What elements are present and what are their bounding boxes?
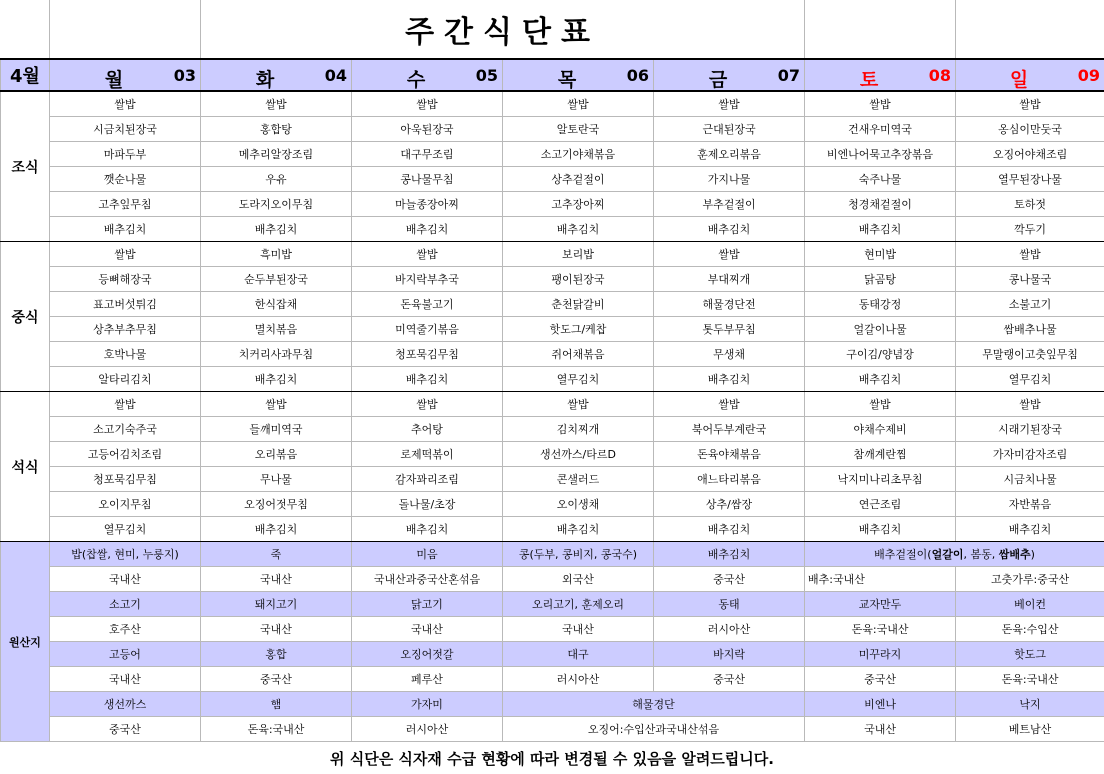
menu-item: 콩나물무침 — [352, 167, 503, 192]
menu-item: 쌀밥 — [654, 392, 805, 417]
menu-item: 쌀밥 — [654, 242, 805, 267]
menu-item: 배추김치 — [352, 367, 503, 392]
menu-item: 숙주나물 — [805, 167, 956, 192]
menu-item: 생선까스/타르D — [503, 442, 654, 467]
menu-item: 닭곰탕 — [805, 267, 956, 292]
menu-item: 훈제오리볶음 — [654, 142, 805, 167]
menu-item: 쌀밥 — [654, 91, 805, 117]
origin-country: 돈육:국내산 — [956, 667, 1104, 692]
origin-item: 오징어젓갈 — [352, 642, 503, 667]
menu-item: 옹심이만둣국 — [956, 117, 1104, 142]
menu-item: 쌀밥 — [956, 242, 1104, 267]
menu-item: 보리밥 — [503, 242, 654, 267]
menu-item: 쌀밥 — [956, 392, 1104, 417]
origin-item: 낙지 — [956, 692, 1104, 717]
menu-item: 쌀밥 — [352, 242, 503, 267]
menu-item: 무생채 — [654, 342, 805, 367]
menu-item: 콘샐러드 — [503, 467, 654, 492]
day-date: 06 — [626, 66, 649, 85]
origin-item: 비엔나 — [805, 692, 956, 717]
day-date: 05 — [475, 66, 498, 85]
day-name: 수 — [406, 69, 426, 91]
menu-item: 메추리알장조림 — [201, 142, 352, 167]
menu-item: 쌀밥 — [956, 91, 1104, 117]
origin-item: 배추김치 — [654, 542, 805, 567]
menu-item: 근대된장국 — [654, 117, 805, 142]
menu-item: 감자꽈리조림 — [352, 467, 503, 492]
origin-country: 러시아산 — [352, 717, 503, 742]
menu-item: 쌀밥 — [201, 392, 352, 417]
menu-item: 쌀밥 — [805, 91, 956, 117]
menu-item: 로제떡볶이 — [352, 442, 503, 467]
origin-item: 교자만두 — [805, 592, 956, 617]
day-header — [503, 59, 654, 91]
origin-item: 닭고기 — [352, 592, 503, 617]
menu-item: 배추김치 — [50, 217, 201, 242]
menu-item: 바지락부추국 — [352, 267, 503, 292]
menu-item: 열무김치 — [50, 517, 201, 542]
menu-item: 표고버섯튀김 — [50, 292, 201, 317]
menu-item: 춘천닭갈비 — [503, 292, 654, 317]
origin-item: 대구 — [503, 642, 654, 667]
day-name: 금 — [708, 69, 728, 91]
origin-item: 돼지고기 — [201, 592, 352, 617]
menu-item: 호박나물 — [50, 342, 201, 367]
origin-item: 콩(두부, 콩비지, 콩국수) — [503, 542, 654, 567]
day-date: 08 — [928, 66, 952, 85]
menu-item: 가지나물 — [654, 167, 805, 192]
menu-item: 열무된장나물 — [956, 167, 1104, 192]
origin-country: 돈육:수입산 — [956, 617, 1104, 642]
origin-country: 국내산 — [352, 617, 503, 642]
menu-item: 오리볶음 — [201, 442, 352, 467]
day-date: 07 — [777, 66, 801, 85]
origin-item: 소고기 — [50, 592, 201, 617]
menu-item: 쌀밥 — [805, 392, 956, 417]
meal-label: 조식 — [1, 91, 50, 242]
origin-item: 햄 — [201, 692, 352, 717]
menu-item: 부대찌개 — [654, 267, 805, 292]
origin-country: 국내산 — [201, 567, 352, 592]
menu-item: 알토란국 — [503, 117, 654, 142]
origin-item: 고등어 — [50, 642, 201, 667]
origin-country: 중국산 — [805, 667, 956, 692]
menu-item: 배추김치 — [503, 517, 654, 542]
menu-item: 배추김치 — [503, 217, 654, 242]
origin-item-part: , 봄동, — [963, 548, 999, 561]
menu-item: 시래기된장국 — [956, 417, 1104, 442]
origin-item: 오리고기, 훈제오리 — [503, 592, 654, 617]
menu-item: 청경채겉절이 — [805, 192, 956, 217]
menu-item: 배추김치 — [805, 367, 956, 392]
menu-item: 애느타리볶음 — [654, 467, 805, 492]
menu-item: 부추겉절이 — [654, 192, 805, 217]
menu-item: 쌀밥 — [201, 91, 352, 117]
menu-item: 고등어김치조림 — [50, 442, 201, 467]
origin-country: 국내산 — [50, 667, 201, 692]
day-name: 토 — [859, 69, 879, 91]
menu-item: 소고기숙주국 — [50, 417, 201, 442]
meal-label: 중식 — [1, 242, 50, 392]
day-date: 04 — [324, 66, 347, 85]
origin-item: 동태 — [654, 592, 805, 617]
origin-country: 국내산 — [50, 567, 201, 592]
menu-item: 쌀밥 — [352, 392, 503, 417]
menu-item: 오징어야채조림 — [956, 142, 1104, 167]
menu-item: 배추김치 — [352, 217, 503, 242]
origin-item-part: 배추겉절이( — [874, 548, 932, 561]
menu-item: 홍합탕 — [201, 117, 352, 142]
menu-item: 쌀밥 — [503, 392, 654, 417]
menu-item: 쌀밥 — [50, 392, 201, 417]
day-header — [956, 59, 1104, 91]
menu-item: 배추김치 — [805, 517, 956, 542]
menu-item: 알타리김치 — [50, 367, 201, 392]
menu-item: 쌀밥 — [50, 242, 201, 267]
menu-item: 배추김치 — [654, 367, 805, 392]
day-name: 월 — [104, 69, 124, 91]
day-header — [50, 59, 201, 91]
origin-item — [805, 542, 1104, 567]
origin-item-part: ) — [1030, 548, 1035, 561]
origin-item: 해물경단 — [503, 692, 805, 717]
menu-item: 북어두부계란국 — [654, 417, 805, 442]
origin-country: 배추:국내산 — [805, 567, 956, 592]
menu-item: 배추김치 — [201, 217, 352, 242]
menu-item: 상추부추무침 — [50, 317, 201, 342]
menu-item: 배추김치 — [201, 367, 352, 392]
origin-item: 미꾸라지 — [805, 642, 956, 667]
menu-item: 콩나물국 — [956, 267, 1104, 292]
origin-country: 페루산 — [352, 667, 503, 692]
menu-item: 무말랭이고춧잎무침 — [956, 342, 1104, 367]
origin-country: 고춧가루:중국산 — [956, 567, 1104, 592]
menu-item: 흑미밥 — [201, 242, 352, 267]
menu-item: 가자미감자조림 — [956, 442, 1104, 467]
menu-item: 쌀밥 — [50, 91, 201, 117]
menu-item: 순두부된장국 — [201, 267, 352, 292]
menu-item: 들깨미역국 — [201, 417, 352, 442]
origin-country: 오징어:수입산과국내산섞음 — [503, 717, 805, 742]
origin-item: 죽 — [201, 542, 352, 567]
menu-item: 톳두부무침 — [654, 317, 805, 342]
menu-item: 자반볶음 — [956, 492, 1104, 517]
origin-country: 중국산 — [654, 567, 805, 592]
origin-country: 호주산 — [50, 617, 201, 642]
menu-item: 낙지미나리초무침 — [805, 467, 956, 492]
day-header — [352, 59, 503, 91]
menu-item: 오징어젓무침 — [201, 492, 352, 517]
menu-item: 핫도그/케찹 — [503, 317, 654, 342]
origin-item: 생선까스 — [50, 692, 201, 717]
menu-item: 연근조림 — [805, 492, 956, 517]
menu-item: 청포묵김무침 — [50, 467, 201, 492]
origin-item: 가자미 — [352, 692, 503, 717]
menu-item: 현미밥 — [805, 242, 956, 267]
menu-item: 열무김치 — [956, 367, 1104, 392]
menu-item: 무나물 — [201, 467, 352, 492]
origin-item-part: 쌈배추 — [998, 548, 1031, 561]
menu-item: 상추겉절이 — [503, 167, 654, 192]
menu-item: 건새우미역국 — [805, 117, 956, 142]
menu-item: 멸치볶음 — [201, 317, 352, 342]
menu-item: 깻순나물 — [50, 167, 201, 192]
menu-item: 쌀밥 — [503, 91, 654, 117]
menu-item: 소고기야채볶음 — [503, 142, 654, 167]
menu-item: 배추김치 — [654, 517, 805, 542]
menu-item: 토하젓 — [956, 192, 1104, 217]
day-date: 03 — [173, 66, 196, 85]
menu-item: 시금치된장국 — [50, 117, 201, 142]
menu-item: 배추김치 — [352, 517, 503, 542]
menu-item: 미역줄기볶음 — [352, 317, 503, 342]
menu-item: 배추김치 — [654, 217, 805, 242]
origin-country: 러시아산 — [503, 667, 654, 692]
day-header — [805, 59, 956, 91]
notice-text: 위 식단은 식자재 수급 현황에 따라 변경될 수 있음을 알려드립니다. — [330, 750, 774, 768]
origin-country: 러시아산 — [654, 617, 805, 642]
menu-item: 열무김치 — [503, 367, 654, 392]
origin-country: 외국산 — [503, 567, 654, 592]
menu-item: 한식잡채 — [201, 292, 352, 317]
menu-item: 마늘종장아찌 — [352, 192, 503, 217]
menu-item: 오이지무침 — [50, 492, 201, 517]
menu-item: 깍두기 — [956, 217, 1104, 242]
menu-item: 아욱된장국 — [352, 117, 503, 142]
origin-label: 원산지 — [1, 542, 50, 742]
menu-item: 소불고기 — [956, 292, 1104, 317]
menu-item: 참깨계란찜 — [805, 442, 956, 467]
month-label: 4월 — [1, 59, 50, 91]
menu-item: 배추김치 — [956, 517, 1104, 542]
origin-item: 밥(찹쌀, 현미, 누룽지) — [50, 542, 201, 567]
menu-item: 고추장아찌 — [503, 192, 654, 217]
origin-country: 돈육:국내산 — [201, 717, 352, 742]
day-date: 09 — [1077, 66, 1101, 85]
origin-item-part: 얼갈이 — [931, 548, 964, 561]
menu-item: 구이김/양념장 — [805, 342, 956, 367]
menu-item: 돈육불고기 — [352, 292, 503, 317]
origin-item: 핫도그 — [956, 642, 1104, 667]
page-title: 주간식단표 — [201, 0, 805, 59]
menu-item: 등뼈해장국 — [50, 267, 201, 292]
origin-country: 국내산 — [503, 617, 654, 642]
menu-item: 고추잎무침 — [50, 192, 201, 217]
menu-item: 얼갈이나물 — [805, 317, 956, 342]
menu-item: 해물경단전 — [654, 292, 805, 317]
menu-item: 쌈배추나물 — [956, 317, 1104, 342]
menu-item: 시금치나물 — [956, 467, 1104, 492]
menu-item: 돈육야채볶음 — [654, 442, 805, 467]
menu-item: 쥐어채볶음 — [503, 342, 654, 367]
menu-item: 돌나물/초장 — [352, 492, 503, 517]
origin-country: 베트남산 — [956, 717, 1104, 742]
menu-item: 마파두부 — [50, 142, 201, 167]
day-name: 화 — [255, 69, 275, 91]
origin-country: 중국산 — [654, 667, 805, 692]
menu-item: 청포묵김무침 — [352, 342, 503, 367]
menu-item: 우유 — [201, 167, 352, 192]
origin-country: 국내산과중국산혼섞음 — [352, 567, 503, 592]
origin-country: 돈육:국내산 — [805, 617, 956, 642]
menu-item: 쌀밥 — [352, 91, 503, 117]
origin-country: 국내산 — [201, 617, 352, 642]
menu-item: 도라지오이무침 — [201, 192, 352, 217]
origin-item: 바지락 — [654, 642, 805, 667]
menu-item: 대구무조림 — [352, 142, 503, 167]
origin-item: 베이컨 — [956, 592, 1104, 617]
menu-item: 오이생채 — [503, 492, 654, 517]
menu-item: 상추/쌈장 — [654, 492, 805, 517]
day-header — [201, 59, 352, 91]
origin-country: 중국산 — [201, 667, 352, 692]
menu-item: 비엔나어묵고추장볶음 — [805, 142, 956, 167]
day-header — [654, 59, 805, 91]
menu-item: 추어탕 — [352, 417, 503, 442]
menu-item: 김치찌개 — [503, 417, 654, 442]
menu-item: 야채수제비 — [805, 417, 956, 442]
origin-item: 미음 — [352, 542, 503, 567]
origin-item: 홍합 — [201, 642, 352, 667]
menu-item: 치커리사과무침 — [201, 342, 352, 367]
menu-item: 배추김치 — [201, 517, 352, 542]
menu-item: 동태강정 — [805, 292, 956, 317]
menu-item: 팽이된장국 — [503, 267, 654, 292]
meal-label: 석식 — [1, 392, 50, 542]
day-name: 목 — [557, 69, 577, 91]
menu-item: 배추김치 — [805, 217, 956, 242]
origin-country: 중국산 — [50, 717, 201, 742]
origin-country: 국내산 — [805, 717, 956, 742]
day-name: 일 — [1009, 69, 1029, 91]
